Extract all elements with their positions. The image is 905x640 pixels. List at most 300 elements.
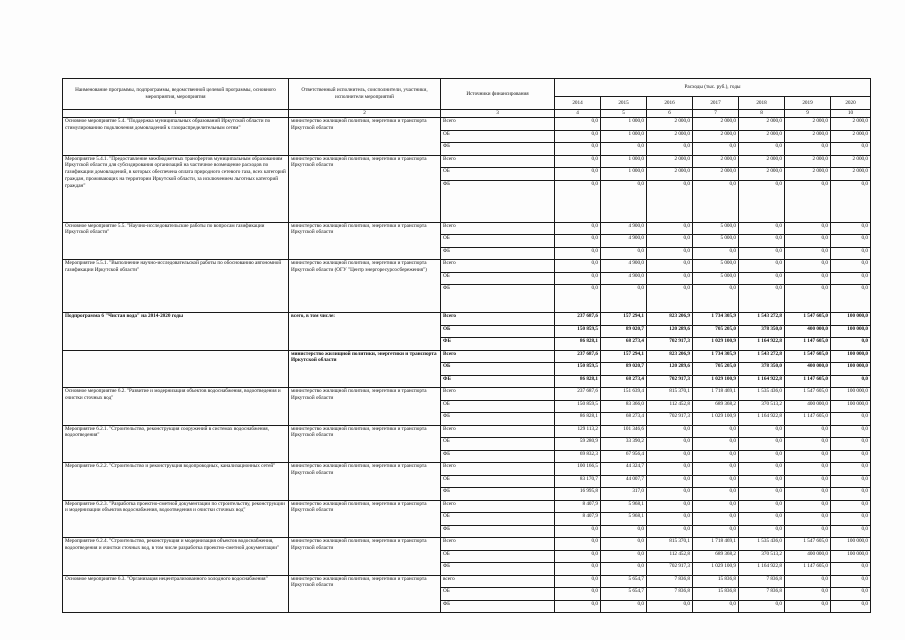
table-row — [63, 350, 871, 363]
expense-value: 1 718 469,1 — [693, 388, 739, 401]
responsible-executor: министерство жилищной политики, энергетики и транспорта Иркутской области — [289, 222, 441, 260]
header-year: 2019 — [785, 97, 831, 110]
expense-value: 2 000,0 — [739, 130, 785, 143]
funding-source: ФБ — [441, 413, 555, 426]
funding-source: ОБ — [441, 550, 555, 563]
expense-value: 702 917,3 — [647, 338, 693, 351]
responsible-executor: министерство жилищной политики, энергетики и транспорта Иркутской области — [289, 155, 441, 222]
expense-value: 689 368,2 — [693, 550, 739, 563]
table-row — [63, 388, 871, 401]
expense-value: 1 547 605,0 — [785, 538, 831, 551]
expense-value: 0,0 — [693, 600, 739, 613]
expense-value: 823 206,9 — [647, 313, 693, 326]
table-row — [63, 118, 871, 131]
expense-value: 1 164 922,8 — [739, 338, 785, 351]
expense-value: 0,0 — [647, 285, 693, 313]
expense-value: 0,0 — [785, 450, 831, 463]
expense-value: 1 543 272,8 — [739, 313, 785, 326]
expense-value: 705 205,0 — [693, 363, 739, 376]
expense-value: 0,0 — [555, 180, 601, 222]
expense-value: 0,0 — [831, 513, 871, 526]
expense-value: 2 000,0 — [693, 130, 739, 143]
funding-source: Всего — [441, 425, 555, 438]
expense-value: 0,0 — [831, 600, 871, 613]
expense-value: 0,0 — [647, 488, 693, 501]
expense-value: 5 000,0 — [693, 272, 739, 285]
expense-value: 0,0 — [647, 272, 693, 285]
expense-value: 0,0 — [555, 155, 601, 168]
expense-value: 120 289,6 — [647, 363, 693, 376]
header-year: 2016 — [647, 97, 693, 110]
expense-value: 157 294,1 — [601, 313, 647, 326]
expense-value: 1 147 605,0 — [785, 563, 831, 576]
expense-value: 0,0 — [647, 235, 693, 248]
expense-value: 4 900,0 — [601, 222, 647, 235]
expense-value: 0,0 — [647, 525, 693, 538]
table-row — [63, 538, 871, 551]
expense-value: 0,0 — [831, 575, 871, 588]
table-row — [63, 463, 871, 476]
expense-value: 0,0 — [831, 475, 871, 488]
header-year: 2015 — [601, 97, 647, 110]
expense-value: 69 832,3 — [555, 450, 601, 463]
expense-value: 0,0 — [601, 180, 647, 222]
expense-value: 0,0 — [785, 525, 831, 538]
funding-source: ФБ — [441, 143, 555, 156]
activity-name: Основное мероприятие 5.4. "Поддержка муниципальных образований Иркутской области по стимулированию подключения домовладений к газораспределительным сетям" — [63, 118, 289, 156]
expense-value: 7 836,8 — [739, 588, 785, 601]
expense-value: 0,0 — [693, 285, 739, 313]
expense-value: 378 350,0 — [739, 363, 785, 376]
expense-value: 0,0 — [647, 425, 693, 438]
expense-value: 0,0 — [785, 588, 831, 601]
expense-value: 0,0 — [555, 538, 601, 551]
funding-source: Всего — [441, 260, 555, 273]
expense-value: 1 164 922,8 — [739, 375, 785, 388]
expense-value: 0,0 — [555, 143, 601, 156]
expense-value: 5 000,0 — [693, 222, 739, 235]
expense-value: 44 324,7 — [601, 463, 647, 476]
expense-value: 0,0 — [693, 450, 739, 463]
table-row — [63, 155, 871, 168]
expense-value: 0,0 — [831, 463, 871, 476]
column-number: 6 — [647, 110, 693, 118]
responsible-executor: всего, в том числе: — [289, 313, 441, 351]
activity-name: Мероприятие 5.4.1. "Предоставление межбюджетных трансфертов муниципальным образованиям Иркутской области для субсидирования организаций на частичное возмещение расходов по газификации домовладений, в которых обеспечена оплата природного сетевого газа, всех категорий граждан, проживающих на территории Иркутской области, за исключением льготных категорий граждан" — [63, 155, 289, 222]
expense-value: 0,0 — [555, 235, 601, 248]
expense-value: 0,0 — [555, 118, 601, 131]
funding-source: ФБ — [441, 563, 555, 576]
expense-value: 0,0 — [647, 247, 693, 260]
expense-value: 0,0 — [693, 488, 739, 501]
expense-value: 0,0 — [601, 538, 647, 551]
expense-value: 8 407,9 — [555, 513, 601, 526]
expense-value: 150 859,5 — [555, 325, 601, 338]
funding-source: ОБ — [441, 325, 555, 338]
expense-value: 815 370,1 — [647, 388, 693, 401]
funding-source: ФБ — [441, 525, 555, 538]
expense-value: 0,0 — [647, 143, 693, 156]
expense-value: 0,0 — [831, 438, 871, 451]
expense-value: 0,0 — [785, 463, 831, 476]
expense-value: 2 000,0 — [831, 168, 871, 181]
funding-source: ОБ — [441, 400, 555, 413]
activity-name: Мероприятие 6.2.1. "Строительство, реконструкция сооружений в системах водоснабжения, водоотведения" — [63, 425, 289, 463]
expense-value: 0,0 — [785, 180, 831, 222]
expense-value: 100 000,0 — [831, 313, 871, 326]
expense-value: 0,0 — [647, 222, 693, 235]
expense-value: 0,0 — [739, 513, 785, 526]
expense-value: 400 000,0 — [785, 363, 831, 376]
expense-value: 4 900,0 — [601, 272, 647, 285]
expense-value: 0,0 — [785, 143, 831, 156]
expense-value: 1 543 272,8 — [739, 350, 785, 363]
expense-value: 0,0 — [601, 285, 647, 313]
funding-source: Всего — [441, 500, 555, 513]
expense-value: 1 535 436,0 — [739, 388, 785, 401]
expense-value: 112 452,8 — [647, 400, 693, 413]
expense-value: 68 273,4 — [601, 375, 647, 388]
funding-source: ФБ — [441, 180, 555, 222]
funding-source: ОБ — [441, 272, 555, 285]
expense-value: 1 000,0 — [601, 130, 647, 143]
column-number: 10 — [831, 110, 871, 118]
header-year: 2018 — [739, 97, 785, 110]
expense-value: 120 289,6 — [647, 325, 693, 338]
header-name: Наименование программы, подпрограммы, ведомственной целевой программы, основного мероприятия, мероприятия — [63, 79, 289, 110]
expense-value: 2 000,0 — [739, 118, 785, 131]
expense-value: 0,0 — [785, 285, 831, 313]
expense-value: 0,0 — [555, 247, 601, 260]
expense-value: 0,0 — [555, 563, 601, 576]
funding-source: ФБ — [441, 450, 555, 463]
expense-value: 237 687,6 — [555, 350, 601, 363]
expense-value: 2 000,0 — [693, 155, 739, 168]
expense-value: 0,0 — [739, 285, 785, 313]
expense-value: 0,0 — [601, 525, 647, 538]
expense-value: 157 294,1 — [601, 350, 647, 363]
expense-value: 100 000,0 — [831, 325, 871, 338]
expense-value: 370 513,2 — [739, 550, 785, 563]
expense-value: 100 000,0 — [831, 400, 871, 413]
expense-value: 0,0 — [601, 550, 647, 563]
expense-value: 0,0 — [601, 247, 647, 260]
expense-value: 68 273,4 — [601, 338, 647, 351]
expense-value: 100 000,0 — [831, 363, 871, 376]
expense-value: 100 000,0 — [831, 538, 871, 551]
activity-name: Мероприятие 6.2.2. "Строительство и реконструкция водопроводных, канализационных сетей" — [63, 463, 289, 501]
expense-value: 400 000,0 — [785, 400, 831, 413]
expense-value: 0,0 — [785, 475, 831, 488]
activity-name — [63, 350, 289, 388]
expense-value: 0,0 — [831, 525, 871, 538]
expense-value: 1 734 305,9 — [693, 313, 739, 326]
expense-value: 89 020,7 — [601, 363, 647, 376]
column-number: 1 — [63, 110, 289, 118]
funding-source: ОБ — [441, 513, 555, 526]
header-source: Источники финансирования — [441, 79, 555, 110]
funding-source: Всего — [441, 222, 555, 235]
expense-value: 7 836,8 — [739, 575, 785, 588]
expense-value: 0,0 — [739, 525, 785, 538]
expense-value: 0,0 — [555, 525, 601, 538]
expense-value: 2 000,0 — [785, 168, 831, 181]
expense-value: 400 000,0 — [785, 550, 831, 563]
expense-value: 86 828,1 — [555, 338, 601, 351]
expense-value: 0,0 — [647, 600, 693, 613]
activity-name: Основное мероприятие 6.3. "Организация нецентрализованного холодного водоснабжения" — [63, 575, 289, 613]
table-row — [63, 260, 871, 273]
activity-name: Мероприятие 6.2.4. "Строительство, реконструкция и модернизация объектов водоснабжения, водоотведения и очистки сточных вод, в том числе разработка проектно-сметной документации" — [63, 538, 289, 576]
expense-value: 0,0 — [693, 438, 739, 451]
expense-value: 2 000,0 — [647, 168, 693, 181]
expense-value: 2 000,0 — [693, 118, 739, 131]
funding-source: Всего — [441, 538, 555, 551]
expense-value: 0,0 — [785, 575, 831, 588]
expense-value: 0,0 — [831, 338, 871, 351]
expense-value: 0,0 — [739, 475, 785, 488]
expense-value: 0,0 — [831, 272, 871, 285]
expense-value: 0,0 — [555, 575, 601, 588]
expense-value: 1 164 922,8 — [739, 413, 785, 426]
expense-value: 0,0 — [739, 260, 785, 273]
activity-name: Основное мероприятие 5.5. "Научно-исследовательские работы по вопросам газификации Иркутской области" — [63, 222, 289, 260]
responsible-executor: министерство жилищной политики, энергетики и транспорта Иркутской области — [289, 388, 441, 426]
funding-source: Всего — [441, 313, 555, 326]
expense-value: 0,0 — [739, 463, 785, 476]
expense-value: 0,0 — [739, 143, 785, 156]
expense-value: 89 020,7 — [601, 325, 647, 338]
expense-value: 0,0 — [647, 438, 693, 451]
table-row — [63, 222, 871, 235]
expense-value: 0,0 — [831, 247, 871, 260]
expense-value: 0,0 — [785, 272, 831, 285]
expense-value: 8 407,9 — [555, 500, 601, 513]
expense-value: 2 000,0 — [785, 118, 831, 131]
expense-value: 1 029 100,9 — [693, 375, 739, 388]
column-number: 9 — [785, 110, 831, 118]
column-number: 8 — [739, 110, 785, 118]
expense-value: 101 346,6 — [601, 425, 647, 438]
expense-value: 705 205,0 — [693, 325, 739, 338]
expense-value: 0,0 — [693, 247, 739, 260]
expense-value: 317,0 — [601, 488, 647, 501]
expense-value: 1 535 436,0 — [739, 538, 785, 551]
funding-source: ФБ — [441, 285, 555, 313]
expense-value: 100 166,5 — [555, 463, 601, 476]
expense-value: 0,0 — [785, 235, 831, 248]
funding-source: ФБ — [441, 338, 555, 351]
expense-value: 0,0 — [693, 180, 739, 222]
expense-value: 83 170,7 — [555, 475, 601, 488]
funding-source: ОБ — [441, 438, 555, 451]
expense-value: 16 995,8 — [555, 488, 601, 501]
expense-value: 2 000,0 — [831, 155, 871, 168]
responsible-executor: министерство жилищной политики, энергетики и транспорта Иркутской области — [289, 350, 441, 388]
expense-value: 5 000,0 — [693, 260, 739, 273]
expense-value: 1 000,0 — [601, 155, 647, 168]
responsible-executor: министерство жилищной политики, энергетики и транспорта Иркутской области — [289, 538, 441, 576]
expense-value: 2 000,0 — [831, 118, 871, 131]
expense-value: 150 859,5 — [555, 400, 601, 413]
table-header — [63, 79, 871, 118]
expense-value: 5 654,7 — [601, 575, 647, 588]
expense-value: 1 000,0 — [601, 118, 647, 131]
expense-value: 1 029 100,9 — [693, 338, 739, 351]
funding-source: ОБ — [441, 168, 555, 181]
expense-value: 151 639,4 — [601, 388, 647, 401]
expense-value: 1 164 922,8 — [739, 563, 785, 576]
expense-value: 0,0 — [831, 588, 871, 601]
column-number: 5 — [601, 110, 647, 118]
expense-value: 5 968,1 — [601, 513, 647, 526]
table-row — [63, 425, 871, 438]
expense-value: 0,0 — [739, 425, 785, 438]
expense-value: 0,0 — [831, 425, 871, 438]
expense-value: 0,0 — [693, 463, 739, 476]
expense-value: 100 000,0 — [831, 550, 871, 563]
responsible-executor: министерство жилищной политики, энергетики и транспорта Иркутской области — [289, 575, 441, 613]
column-number: 4 — [555, 110, 601, 118]
funding-source: ФБ — [441, 375, 555, 388]
expense-value: 100 000,0 — [831, 350, 871, 363]
column-number: 2 — [289, 110, 441, 118]
expense-value: 0,0 — [647, 475, 693, 488]
expense-value: 1 547 605,0 — [785, 313, 831, 326]
expense-value: 1 029 100,9 — [693, 413, 739, 426]
expense-value: 0,0 — [555, 130, 601, 143]
expense-value: 1 029 100,9 — [693, 563, 739, 576]
expense-value: 237 687,6 — [555, 313, 601, 326]
expense-value: 33 390,2 — [601, 438, 647, 451]
expense-value: 0,0 — [831, 285, 871, 313]
expense-value: 86 828,1 — [555, 375, 601, 388]
expense-value: 0,0 — [647, 500, 693, 513]
expense-value: 0,0 — [739, 247, 785, 260]
expense-value: 2 000,0 — [785, 130, 831, 143]
expense-value: 815 370,1 — [647, 538, 693, 551]
column-number: 3 — [441, 110, 555, 118]
expense-value: 5 968,1 — [601, 500, 647, 513]
expense-value: 0,0 — [785, 488, 831, 501]
expense-value: 0,0 — [831, 180, 871, 222]
expense-value: 0,0 — [555, 222, 601, 235]
expense-value: 0,0 — [831, 413, 871, 426]
header-year: 2020 — [831, 97, 871, 110]
responsible-executor: министерство жилищной политики, энергетики и транспорта Иркутской области — [289, 425, 441, 463]
funding-source: Всего — [441, 388, 555, 401]
expense-value: 0,0 — [739, 235, 785, 248]
expense-value: 4 900,0 — [601, 260, 647, 273]
expense-value: 0,0 — [739, 222, 785, 235]
funding-source: ФБ — [441, 600, 555, 613]
header-year: 2017 — [693, 97, 739, 110]
funding-source: Всего — [441, 118, 555, 131]
expense-value: 0,0 — [739, 500, 785, 513]
expense-value: 702 917,3 — [647, 375, 693, 388]
expense-value: 1 147 605,0 — [785, 375, 831, 388]
expense-value: 823 206,9 — [647, 350, 693, 363]
expense-value: 1 547 605,0 — [785, 388, 831, 401]
expense-value: 15 836,8 — [693, 588, 739, 601]
expense-value: 68 273,4 — [601, 413, 647, 426]
activity-name: Мероприятие 5.5.1. "Выполнение научно-исследовательской работы по обоснованию автономной газификации Иркутской области" — [63, 260, 289, 313]
expense-value: 1 734 305,9 — [693, 350, 739, 363]
expense-value: 0,0 — [647, 463, 693, 476]
expense-value: 129 113,2 — [555, 425, 601, 438]
expense-value: 0,0 — [693, 475, 739, 488]
activity-name: Подпрограмма 6 "Чистая вода" на 2014-2020 годы — [63, 313, 289, 351]
expense-value: 0,0 — [831, 450, 871, 463]
expense-value: 2 000,0 — [785, 155, 831, 168]
expense-value: 378 350,0 — [739, 325, 785, 338]
expense-value: 0,0 — [785, 600, 831, 613]
activity-name: Основное мероприятие 6.2. "Развитие и модернизация объектов водоснабжения, водоотведения и очистки сточных вод" — [63, 388, 289, 426]
expense-value: 0,0 — [647, 450, 693, 463]
table-row — [63, 313, 871, 326]
expense-value: 2 000,0 — [647, 118, 693, 131]
budget-table — [62, 78, 871, 613]
expense-value: 44 007,7 — [601, 475, 647, 488]
expense-value: 59 280,9 — [555, 438, 601, 451]
expense-value: 86 828,1 — [555, 413, 601, 426]
expense-value: 15 836,8 — [693, 575, 739, 588]
expense-value: 0,0 — [831, 143, 871, 156]
expense-value: 5 000,0 — [693, 235, 739, 248]
funding-source: ОБ — [441, 588, 555, 601]
funding-source: ОБ — [441, 235, 555, 248]
funding-source: Всего — [441, 155, 555, 168]
expense-value: 150 859,5 — [555, 363, 601, 376]
expense-value: 0,0 — [647, 180, 693, 222]
expense-value: 1 547 605,0 — [785, 350, 831, 363]
expense-value: 0,0 — [693, 425, 739, 438]
expense-value: 0,0 — [693, 500, 739, 513]
expense-value: 0,0 — [785, 438, 831, 451]
table-row — [63, 575, 871, 588]
expense-value: 112 452,8 — [647, 550, 693, 563]
expense-value: 0,0 — [555, 260, 601, 273]
table-row — [63, 500, 871, 513]
expense-value: 0,0 — [739, 180, 785, 222]
expense-value: 0,0 — [739, 438, 785, 451]
expense-value: 4 900,0 — [601, 235, 647, 248]
funding-source: ОБ — [441, 363, 555, 376]
expense-value: 2 000,0 — [647, 155, 693, 168]
expense-value: 1 718 469,1 — [693, 538, 739, 551]
expense-value: 0,0 — [739, 450, 785, 463]
expense-value: 0,0 — [555, 600, 601, 613]
funding-source: всего — [441, 575, 555, 588]
responsible-executor: министерство жилищной политики, энергетики и транспорта Иркутской области — [289, 463, 441, 501]
expense-value: 0,0 — [831, 260, 871, 273]
expense-value: 5 654,7 — [601, 588, 647, 601]
expense-value: 2 000,0 — [693, 168, 739, 181]
funding-source: ОБ — [441, 475, 555, 488]
expense-value: 1 147 605,0 — [785, 413, 831, 426]
funding-source: Всего — [441, 350, 555, 363]
activity-name: Мероприятие 6.2.3. "Разработка проектно-сметной документации по строительству, реконструкции и модернизации объектов водоснабжения, водоотведения и очистки сточных вод" — [63, 500, 289, 538]
expense-value: 100 000,0 — [831, 388, 871, 401]
expense-value: 0,0 — [831, 375, 871, 388]
expense-value: 0,0 — [555, 168, 601, 181]
expense-value: 0,0 — [831, 488, 871, 501]
column-number: 7 — [693, 110, 739, 118]
expense-value: 0,0 — [785, 247, 831, 260]
expense-value: 0,0 — [555, 588, 601, 601]
responsible-executor: министерство жилищной политики, энергетики и транспорта Иркутской области — [289, 500, 441, 538]
expense-value: 237 687,6 — [555, 388, 601, 401]
